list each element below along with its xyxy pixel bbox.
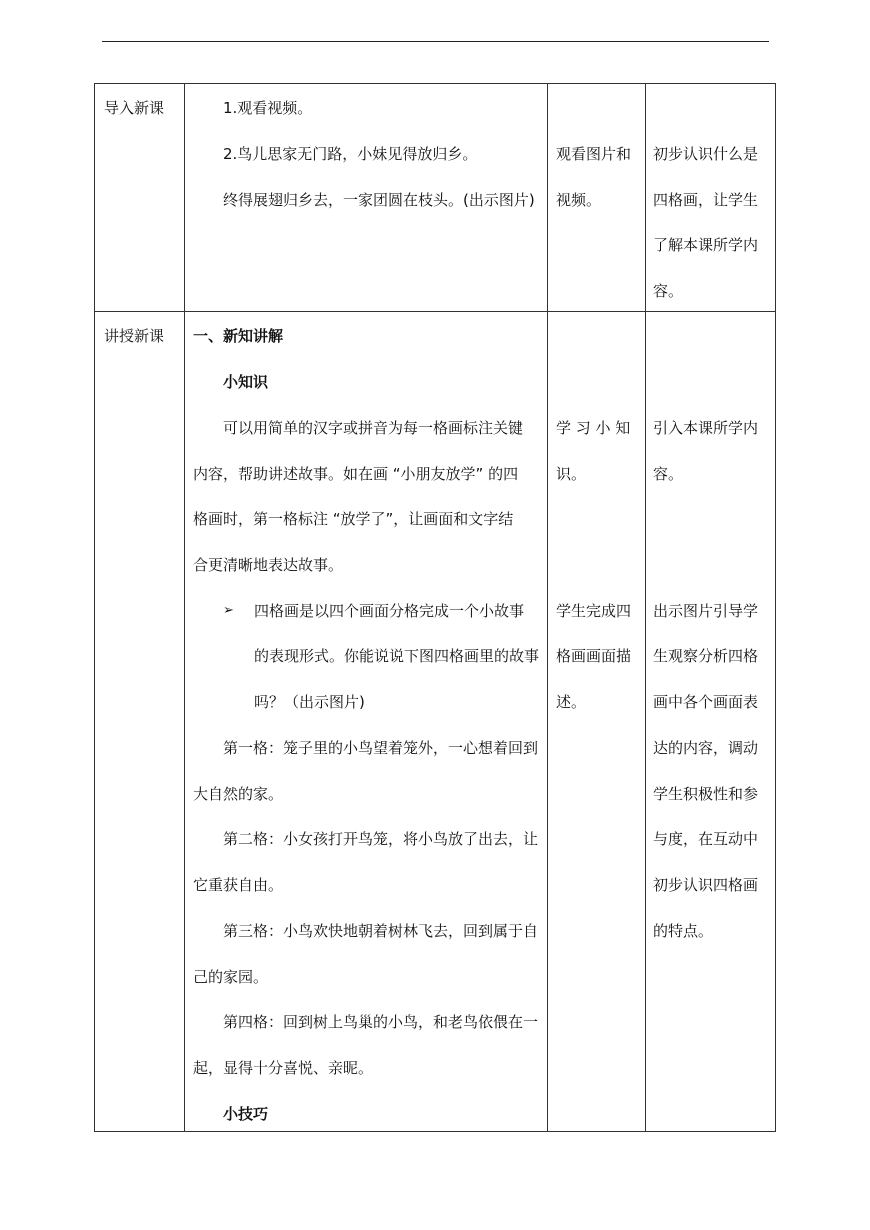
teach-purpose-line: 学生积极性和参 (653, 785, 759, 803)
knowledge-para-line: 内容，帮助讲述故事。如在画 “小朋友放学” 的四 (193, 465, 519, 483)
teach-student-line: 学 习 小 知 (556, 419, 631, 437)
section-heading: 一、新知讲解 (193, 327, 284, 345)
teach-purpose-line: 初步认识四格画 (653, 876, 759, 894)
teach-purpose-line: 生观察分析四格 (653, 647, 759, 665)
teach-purpose-line: 画中各个画面表 (653, 693, 759, 711)
intro-purpose-line: 容。 (653, 282, 684, 300)
intro-student-line: 视频。 (556, 191, 602, 209)
teach-student-line: 述。 (556, 693, 587, 711)
knowledge-para-line: 合更清晰地表达故事。 (193, 556, 344, 574)
teach-purpose-line: 容。 (653, 465, 684, 483)
header-rule (102, 41, 769, 42)
teach-purpose-line: 达的内容，调动 (653, 739, 759, 757)
intro-item-1: 1.观看视频。 (223, 99, 313, 117)
frame3-line: 己的家园。 (193, 968, 269, 986)
bullet-arrow-icon: ➢ (223, 603, 234, 618)
row-label-intro: 导入新课 (104, 99, 165, 117)
intro-item-3: 终得展翅归乡去，一家团圆在枝头。(出示图片) (223, 191, 535, 209)
frame2-line: 第二格：小女孩打开鸟笼，将小鸟放了出去，让 (223, 830, 539, 848)
teach-purpose-line: 引入本课所学内 (653, 419, 759, 437)
teach-purpose-line: 与度，在互动中 (653, 830, 759, 848)
teach-purpose-line: 的特点。 (653, 922, 714, 940)
intro-item-2: 2.鸟儿思家无门路，小妹见得放归乡。 (223, 145, 478, 163)
teach-student-line: 学生完成四 (556, 602, 632, 620)
knowledge-para-line: 可以用简单的汉字或拼音为每一格画标注关键 (223, 419, 524, 437)
row-label-teach: 讲授新课 (104, 327, 165, 345)
table-column-divider (645, 83, 646, 1132)
intro-student-line: 观看图片和 (556, 145, 632, 163)
table-border-top (94, 83, 776, 84)
frame3-line: 第三格：小鸟欢快地朝着树林飞去，回到属于自 (223, 922, 539, 940)
table-row-divider (94, 311, 776, 312)
table-border-bottom (94, 1131, 776, 1132)
frame4-line: 第四格：回到树上鸟巢的小鸟，和老鸟依偎在一 (223, 1013, 539, 1031)
table-border-left (94, 83, 95, 1132)
frame1-line: 第一格：笼子里的小鸟望着笼外，一心想着回到 (223, 739, 539, 757)
intro-purpose-line: 四格画，让学生 (653, 191, 759, 209)
teach-purpose-line: 出示图片引导学 (653, 602, 759, 620)
subheading-tips: 小技巧 (223, 1105, 269, 1123)
bullet-line: 的表现形式。你能说说下图四格画里的故事 (254, 647, 540, 665)
teach-student-line: 识。 (556, 465, 587, 483)
table-border-right (775, 83, 776, 1132)
frame4-line: 起，显得十分喜悦、亲昵。 (193, 1059, 374, 1077)
teach-student-line: 格画画面描 (556, 647, 632, 665)
table-column-divider (184, 83, 185, 1132)
frame1-line: 大自然的家。 (193, 785, 284, 803)
intro-purpose-line: 初步认识什么是 (653, 145, 759, 163)
bullet-line: 四格画是以四个画面分格完成一个小故事 (254, 602, 525, 620)
subheading-knowledge: 小知识 (223, 373, 269, 391)
intro-purpose-line: 了解本课所学内 (653, 236, 759, 254)
table-column-divider (547, 83, 548, 1132)
knowledge-para-line: 格画时，第一格标注 “放学了”，让画面和文字结 (193, 510, 514, 528)
bullet-line: 吗？（出示图片) (254, 693, 365, 711)
frame2-line: 它重获自由。 (193, 876, 284, 894)
